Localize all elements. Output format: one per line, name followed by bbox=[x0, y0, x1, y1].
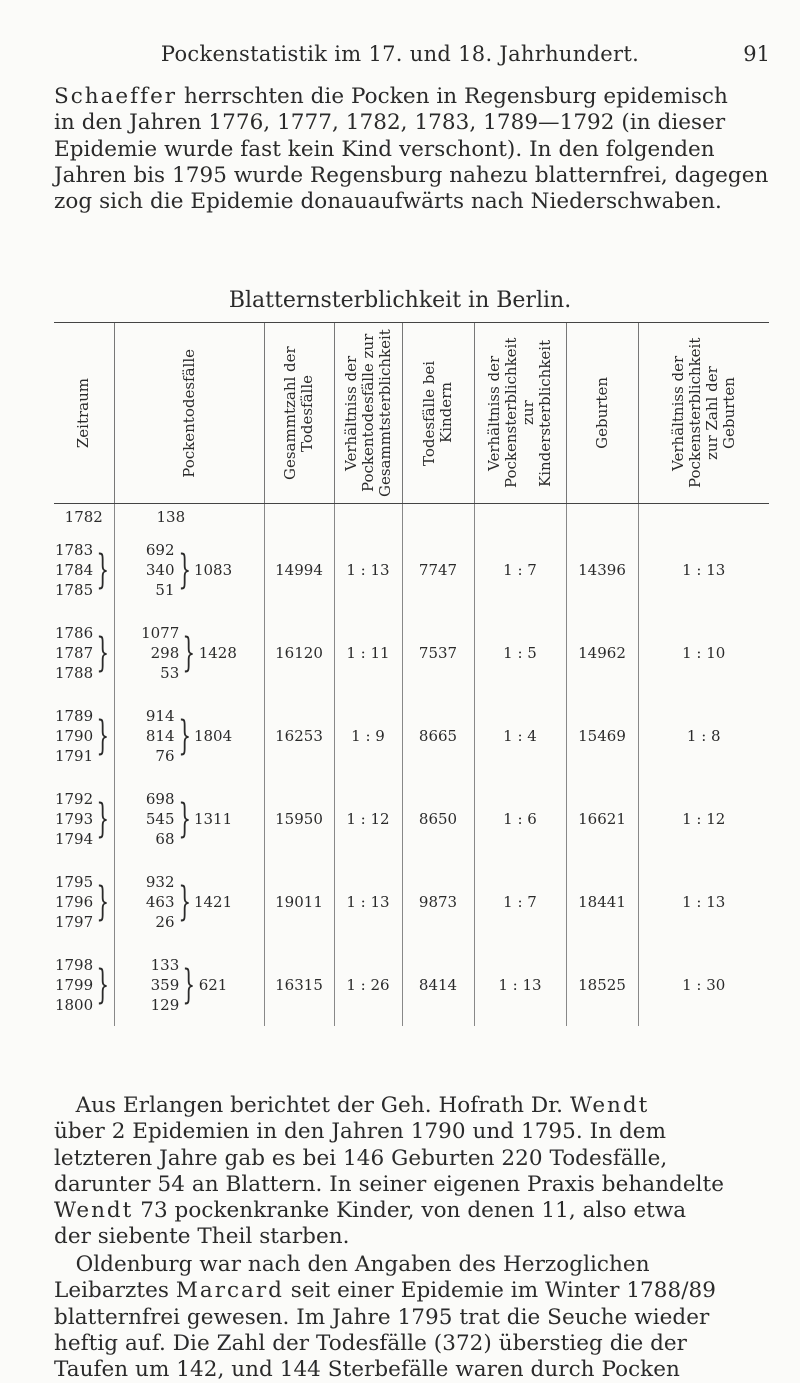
table-row bbox=[54, 777, 769, 860]
table-cell bbox=[264, 504, 334, 529]
table-cell: 1 : 4 bbox=[474, 694, 566, 777]
brace-icon: } bbox=[177, 712, 191, 759]
table-cell: 7747 bbox=[402, 528, 474, 611]
sum-value: 1083 bbox=[193, 560, 233, 579]
brace-icon: } bbox=[96, 795, 110, 842]
brace-icon: } bbox=[177, 878, 191, 925]
person-name: Wendt bbox=[54, 1198, 134, 1224]
header-text: Verhältniss der Pockentodesfälle zur Gesammtsterblichkeit bbox=[341, 329, 394, 497]
text-span: herrschten die Pocken in Regensburg epidemisch bbox=[183, 84, 728, 109]
stack-value: 1792 bbox=[54, 789, 94, 808]
person-name: Wendt bbox=[569, 1093, 650, 1118]
text-line: Jahren bis 1795 wurde Regensburg nahezu blatternfrei, dagegen bbox=[54, 162, 769, 188]
table-row bbox=[54, 528, 769, 611]
column-header bbox=[264, 323, 334, 504]
stack-value: 1789 bbox=[54, 706, 94, 725]
table-cell: 1782 bbox=[64, 508, 103, 526]
stack-value: 1077 bbox=[141, 623, 180, 642]
table-header-row bbox=[54, 323, 769, 504]
table-cell: 1 : 6 bbox=[474, 777, 566, 860]
table-cell: 1 : 12 bbox=[638, 777, 769, 860]
table-cell: 16315 bbox=[264, 943, 334, 1026]
oldenburg-paragraph bbox=[54, 1252, 768, 1383]
table-cell: 1 : 13 bbox=[474, 943, 566, 1026]
table-cell: 19011 bbox=[264, 860, 334, 943]
header-text: Gesammtzahl der Todesfälle bbox=[281, 346, 316, 480]
stack-value: 1787 bbox=[54, 643, 94, 662]
table-cell bbox=[402, 504, 474, 529]
running-title: Pockenstatistik im 17. und 18. Jahrhundert. bbox=[160, 42, 640, 66]
table-cell: 1 : 11 bbox=[334, 611, 402, 694]
table-cell: 1 : 30 bbox=[638, 943, 769, 1026]
table-caption: Blatternsterblichkeit in Berlin. bbox=[228, 288, 572, 313]
table-cell bbox=[114, 611, 264, 694]
stack-value: 68 bbox=[155, 829, 175, 848]
table-cell bbox=[114, 777, 264, 860]
text-line: zog sich die Epidemie donauaufwärts nach Niederschwaben. bbox=[54, 189, 722, 215]
table-cell bbox=[54, 694, 114, 777]
table-cell: 18525 bbox=[566, 943, 638, 1026]
text-line: heftig auf. Die Zahl der Todesfälle (372) überstieg die der bbox=[54, 1330, 688, 1356]
stack-value: 133 bbox=[150, 955, 180, 974]
table-cell: 7537 bbox=[402, 611, 474, 694]
table-cell bbox=[114, 528, 264, 611]
text-line bbox=[54, 1093, 768, 1119]
table-cell: 1 : 26 bbox=[334, 943, 402, 1026]
text-line: blatternfrei gewesen. Im Jahre 1795 trat die Seuche wieder bbox=[54, 1304, 710, 1330]
text-line bbox=[54, 1198, 768, 1224]
column-header bbox=[566, 323, 638, 504]
table-cell: 9873 bbox=[402, 860, 474, 943]
table-cell: 16621 bbox=[566, 777, 638, 860]
table-cell: 1 : 13 bbox=[334, 528, 402, 611]
stack-value: 53 bbox=[160, 663, 180, 682]
stack-value: 1795 bbox=[54, 872, 94, 891]
table-cell: 1 : 8 bbox=[638, 694, 769, 777]
stack-value: 340 bbox=[145, 560, 175, 579]
table-cell: 1 : 13 bbox=[334, 860, 402, 943]
stack-value: 26 bbox=[155, 912, 175, 931]
stack-value: 692 bbox=[145, 540, 175, 559]
header-text: Todesfälle bei Kindern bbox=[420, 360, 455, 466]
stack-value: 814 bbox=[145, 726, 175, 745]
table-cell: 14994 bbox=[264, 528, 334, 611]
stack-value: 1794 bbox=[54, 829, 94, 848]
text-span: 73 pockenkranke Kinder, von denen 11, also etwa bbox=[140, 1198, 687, 1224]
text-span: Aus Erlangen berichtet der Geh. Hofrath Dr. bbox=[75, 1093, 564, 1118]
table-row bbox=[54, 943, 769, 1026]
sum-value: 1421 bbox=[193, 892, 233, 911]
intro-paragraph bbox=[54, 84, 768, 215]
stack-value: 1790 bbox=[54, 726, 94, 745]
column-header bbox=[474, 323, 566, 504]
stack-value: 1800 bbox=[54, 995, 94, 1014]
table-cell: 14962 bbox=[566, 611, 638, 694]
column-header bbox=[638, 323, 769, 504]
table-body bbox=[54, 504, 769, 1027]
table-cell: 1 : 10 bbox=[638, 611, 769, 694]
table-cell bbox=[334, 504, 402, 529]
text-line bbox=[54, 1278, 768, 1304]
table-cell: 1 : 13 bbox=[638, 860, 769, 943]
stack-value: 1783 bbox=[54, 540, 94, 559]
stack-value: 698 bbox=[145, 789, 175, 808]
table-cell bbox=[474, 504, 566, 529]
brace-icon: } bbox=[96, 629, 110, 676]
text-line: über 2 Epidemien in den Jahren 1790 und 1795. In dem bbox=[54, 1119, 667, 1145]
person-name: Marcard bbox=[175, 1278, 284, 1304]
table-cell bbox=[566, 504, 638, 529]
sum-value: 1311 bbox=[193, 809, 233, 828]
table-cell: 1 : 12 bbox=[334, 777, 402, 860]
brace-icon: } bbox=[182, 961, 196, 1008]
text-line bbox=[54, 84, 768, 110]
stack-value: 359 bbox=[150, 975, 180, 994]
text-span: seit einer Epidemie im Winter 1788/89 bbox=[290, 1278, 716, 1304]
stack-value: 129 bbox=[150, 995, 180, 1014]
table-cell: 1 : 5 bbox=[474, 611, 566, 694]
brace-icon: } bbox=[96, 961, 110, 1008]
table-cell: 15950 bbox=[264, 777, 334, 860]
table-cell bbox=[638, 504, 769, 529]
header-text: Geburten bbox=[592, 377, 611, 449]
table-cell bbox=[54, 860, 114, 943]
stack-value: 298 bbox=[150, 643, 180, 662]
stack-value: 1786 bbox=[54, 623, 94, 642]
stack-value: 1785 bbox=[54, 580, 94, 599]
table-row bbox=[54, 860, 769, 943]
table-cell: 8665 bbox=[402, 694, 474, 777]
table-row bbox=[54, 504, 769, 529]
table-cell: 18441 bbox=[566, 860, 638, 943]
text-line: Epidemie wurde fast kein Kind verschont). In den folgenden bbox=[54, 136, 715, 162]
statistics-table bbox=[54, 322, 769, 1026]
brace-icon: } bbox=[96, 878, 110, 925]
text-span: Oldenburg war nach den Angaben des Herzoglichen bbox=[75, 1252, 650, 1277]
brace-icon: } bbox=[96, 546, 110, 593]
table-cell: 1 : 7 bbox=[474, 528, 566, 611]
stack-value: 1797 bbox=[54, 912, 94, 931]
table-cell: 8650 bbox=[402, 777, 474, 860]
sum-value: 1428 bbox=[198, 643, 237, 662]
table-cell: 1 : 9 bbox=[334, 694, 402, 777]
header-text: Zeitraum bbox=[74, 377, 93, 449]
sum-value: 1804 bbox=[193, 726, 233, 745]
header-text: Verhältniss der Pockensterblichkeit zur Zahl der Geburten bbox=[668, 337, 738, 489]
table-cell bbox=[54, 528, 114, 611]
table-cell bbox=[114, 943, 264, 1026]
table-cell: 8414 bbox=[402, 943, 474, 1026]
table-cell bbox=[54, 943, 114, 1026]
stack-value: 932 bbox=[145, 872, 175, 891]
brace-icon: } bbox=[177, 546, 191, 593]
stack-value: 545 bbox=[145, 809, 175, 828]
stack-value: 1791 bbox=[54, 746, 94, 765]
column-header bbox=[114, 323, 264, 504]
text-line: Taufen um 142, und 144 Sterbefälle waren durch Pocken bbox=[54, 1357, 680, 1383]
stack-value: 1798 bbox=[54, 955, 94, 974]
table-cell: 1 : 7 bbox=[474, 860, 566, 943]
table-row bbox=[54, 694, 769, 777]
sum-value: 621 bbox=[198, 975, 228, 994]
text-line bbox=[54, 1252, 768, 1278]
header-text: Pockentodesfälle bbox=[179, 348, 198, 478]
table-cell bbox=[54, 777, 114, 860]
page-header bbox=[30, 38, 770, 74]
page-number: 91 bbox=[743, 42, 770, 66]
brace-icon: } bbox=[96, 712, 110, 759]
table-cell: 15469 bbox=[566, 694, 638, 777]
table-cell bbox=[54, 611, 114, 694]
text-line: in den Jahren 1776, 1777, 1782, 1783, 1789—1792 (in dieser bbox=[54, 110, 726, 136]
column-header bbox=[402, 323, 474, 504]
text-line: darunter 54 an Blattern. In seiner eigenen Praxis behandelte bbox=[54, 1171, 724, 1197]
stack-value: 1799 bbox=[54, 975, 94, 994]
table-cell bbox=[114, 694, 264, 777]
table-cell: 1 : 13 bbox=[638, 528, 769, 611]
stack-value: 914 bbox=[145, 706, 175, 725]
stack-value: 463 bbox=[145, 892, 175, 911]
text-line: letzteren Jahre gab es bei 146 Geburten 220 Todesfälle, bbox=[54, 1145, 668, 1171]
column-header bbox=[54, 323, 114, 504]
table-cell bbox=[114, 860, 264, 943]
brace-icon: } bbox=[182, 629, 196, 676]
brace-icon: } bbox=[177, 795, 191, 842]
stack-value: 76 bbox=[155, 746, 175, 765]
stack-value: 1784 bbox=[54, 560, 94, 579]
table-cell: 14396 bbox=[566, 528, 638, 611]
table-cell: 16253 bbox=[264, 694, 334, 777]
stack-value: 51 bbox=[155, 580, 175, 599]
header-text: Verhältniss der Pockensterblichkeit zur Kindersterblichkeit bbox=[485, 337, 554, 489]
author-name: Schaeffer bbox=[54, 84, 178, 109]
table-row bbox=[54, 611, 769, 694]
stack-value: 1793 bbox=[54, 809, 94, 828]
wendt-paragraph bbox=[54, 1093, 768, 1251]
table-cell: 16120 bbox=[264, 611, 334, 694]
column-header bbox=[334, 323, 402, 504]
stack-value: 1796 bbox=[54, 892, 94, 911]
stack-value: 1788 bbox=[54, 663, 94, 682]
text-line: der siebente Theil starben. bbox=[54, 1224, 350, 1250]
text-span: Leibarztes bbox=[54, 1278, 169, 1304]
table-cell: 138 bbox=[114, 504, 264, 529]
